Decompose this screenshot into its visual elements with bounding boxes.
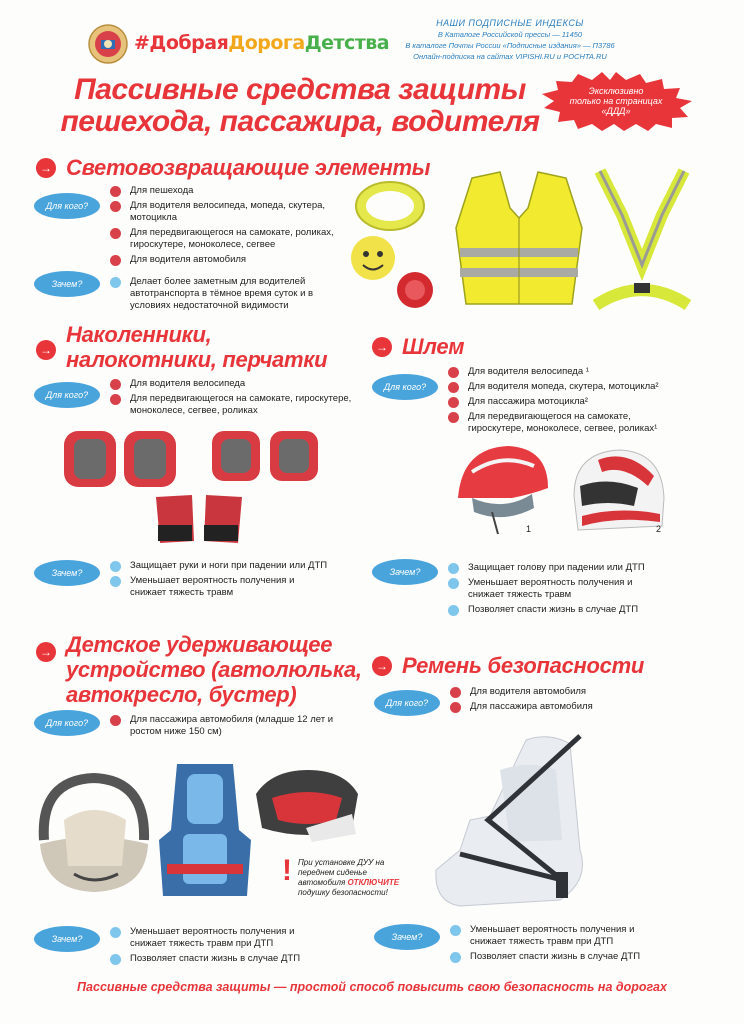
list-item: Уменьшает вероятность получения и снижает тяжесть травм: [110, 575, 330, 599]
list-item: Защищает голову при падении или ДТП: [448, 562, 668, 574]
who-bubble: Для кого?: [34, 382, 100, 408]
why-bubble: Зачем?: [374, 924, 440, 950]
helmet-image-number: 2: [656, 524, 662, 534]
why-bubble: Зачем?: [34, 271, 100, 297]
childseat-why-list: [110, 926, 330, 968]
arrow-icon: →: [36, 642, 56, 662]
arrow-icon: →: [36, 158, 56, 178]
subscription-info: НАШИ ПОДПИСНЫЕ ИНДЕКСЫ В Каталоге Российской прессы — 11450 В каталоге Почты России «Подписные издания» — П3786 Онлайн-подписка на сайтах VIPISHI.RU и POCHTA.RU: [405, 18, 615, 61]
list-item: Для водителя мопеда, скутера, мотоцикла²: [448, 381, 688, 393]
list-item: Делает более заметным для водителей автотранспорта в тёмное время суток и в условиях недостаточной видимости: [110, 276, 340, 312]
arrow-icon: →: [372, 337, 392, 357]
list-item: Позволяет спасти жизнь в случае ДТП: [450, 951, 670, 963]
list-item: Уменьшает вероятность получения и снижает тяжесть травм: [448, 577, 668, 601]
bicycle-helmet-image: [452, 442, 552, 536]
infant-carrier-image: [34, 770, 154, 896]
airbag-note: При установке ДУУ на переднем сиденье автомобиля ОТКЛЮЧИТЕ подушку безопасности!: [298, 858, 400, 897]
pads-why-list: [110, 560, 330, 602]
list-item: Позволяет спасти жизнь в случае ДТП: [110, 953, 330, 965]
list-item: Для передвигающегося на самокате, гироскутере, моноколесе, сегвее, роликах¹: [448, 411, 688, 435]
moto-helmet-image: [568, 446, 668, 534]
who-bubble: Для кого?: [34, 193, 100, 219]
knee-pads-image: [60, 425, 330, 550]
helmet-image-number: 1: [526, 524, 532, 534]
seat-belt-image: [430, 730, 600, 912]
list-item: Для передвигающегося на самокате, роликах, гироскутере, моноколесе, сегвее: [110, 227, 360, 251]
page-title: Пассивные средства защиты пешехода, пассажира, водителя: [60, 73, 540, 138]
reflective-who-list: [110, 185, 360, 269]
reflective-items-image: [345, 168, 445, 318]
section-title-seat-belt: Ремень безопасности: [402, 653, 644, 678]
who-bubble: Для кого?: [34, 710, 100, 736]
belt-why-list: [450, 924, 670, 966]
section-title-child-seat: Детское удерживающее устройство (автолюлька, автокресло, бустер): [66, 632, 362, 707]
who-bubble: Для кого?: [372, 374, 438, 400]
list-item: Позволяет спасти жизнь в случае ДТП: [448, 604, 668, 616]
list-item: Для пассажира мотоцикла²: [448, 396, 688, 408]
arrow-icon: →: [372, 656, 392, 676]
why-bubble: Зачем?: [372, 559, 438, 585]
childseat-who-list: [110, 714, 340, 741]
list-item: Уменьшает вероятность получения и снижает тяжесть травм при ДТП: [450, 924, 670, 948]
pads-who-list: [110, 378, 360, 420]
exclusive-badge-text: Эксклюзивно только на страницах «ДДД»: [569, 86, 663, 116]
helmet-why-list: [448, 562, 668, 619]
list-item: Для водителя велосипеда, мопеда, скутера, мотоцикла: [110, 200, 360, 224]
footer-slogan: Пассивные средства защиты — простой способ повысить свою безопасность на дорогах: [77, 980, 667, 994]
list-item: Для пассажира автомобиля (младше 12 лет и ростом ниже 150 см): [110, 714, 340, 738]
reflective-harness-image: [590, 165, 694, 315]
why-bubble: Зачем?: [34, 926, 100, 952]
section-title-helmet: Шлем: [402, 334, 465, 359]
reflective-why-list: [110, 276, 340, 315]
list-item: Для водителя велосипеда: [110, 378, 360, 390]
warning-mark: !: [282, 854, 292, 887]
list-item: Для водителя автомобиля: [450, 686, 670, 698]
list-item: Защищает руки и ноги при падении или ДТП: [110, 560, 330, 572]
list-item: Для пешехода: [110, 185, 360, 197]
section-title-pads: Наколенники, налокотники, перчатки: [66, 322, 328, 372]
emblem-logo: [88, 24, 128, 64]
arrow-icon: →: [36, 340, 56, 360]
why-bubble: Зачем?: [34, 560, 100, 586]
list-item: Для водителя автомобиля: [110, 254, 360, 266]
list-item: Для водителя велосипеда ¹: [448, 366, 688, 378]
list-item: Для пассажира автомобиля: [450, 701, 670, 713]
list-item: Для передвигающегося на самокате, гироскутере, моноколесе, сегвее, роликах: [110, 393, 360, 417]
belt-who-list: [450, 686, 670, 716]
helmet-who-list: [448, 366, 688, 438]
hashtag-logo: #ДобраяДорогаДетства: [134, 32, 390, 54]
reflective-vest-image: [452, 168, 586, 308]
who-bubble: Для кого?: [374, 690, 440, 716]
list-item: Уменьшает вероятность получения и снижает тяжесть травм при ДТП: [110, 926, 330, 950]
booster-seat-image: [252, 764, 362, 844]
car-seat-image: [155, 760, 255, 900]
section-title-reflective: Световозвращающие элементы: [66, 155, 431, 180]
